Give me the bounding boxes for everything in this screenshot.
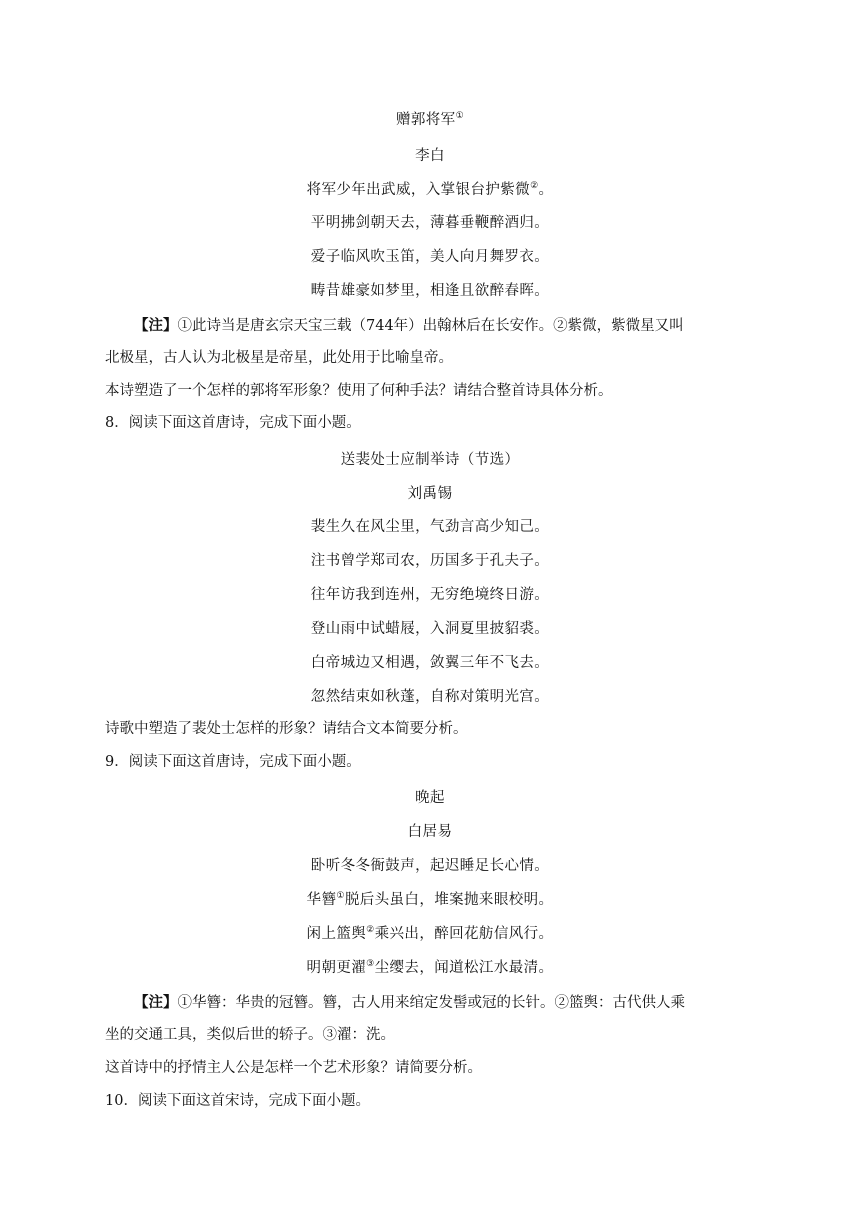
question-text: 这首诗中的抒情主人公是怎样一个艺术形象？请简要分析。: [105, 1060, 482, 1076]
poem-author: 刘禹锡: [407, 486, 453, 502]
poem-title: [0, 110, 860, 130]
question-text: 诗歌中塑造了裴处士怎样的形象？请结合文本简要分析。: [105, 721, 468, 737]
poem-line: 登山雨中试蜡屐，入洞夏里披貂裘。: [310, 621, 550, 637]
note-label: 【注】: [134, 317, 178, 334]
footnote-marker: ②: [366, 925, 375, 936]
footnote-marker: ②: [530, 181, 539, 192]
poem-line: 平明拂剑朝天去，薄暮垂鞭醉酒归。: [310, 215, 550, 231]
footnote-marker: ①: [336, 891, 345, 902]
poem-line-text: 明朝更濯: [306, 960, 367, 976]
poem-line: 畴昔雄豪如梦里，相逢且欲醉春晖。: [310, 283, 550, 299]
poem-line-text: 将军少年出武威，入掌银台护紫微: [306, 182, 531, 198]
question-heading: 8．阅读下面这首唐诗，完成下面小题。: [105, 415, 361, 431]
note-text: ①此诗当是唐玄宗天宝三载（744年）出翰林后在长安作。②紫微，紫微星又叫: [177, 318, 684, 334]
footnote-marker: ①: [455, 111, 465, 122]
note-paragraph: [134, 316, 684, 336]
poem-title: 送裴处士应制举诗（节选）: [340, 452, 520, 468]
poem-line: 爱子临风吹玉笛，美人向月舞罗衣。: [310, 249, 550, 265]
poem-title: 晚起: [415, 790, 445, 806]
poem-author: 白居易: [407, 824, 453, 840]
question-text: 本诗塑造了一个怎样的郭将军形象？使用了何种手法？请结合整首诗具体分析。: [105, 383, 613, 399]
note-text: 坐的交通工具，类似后世的轿子。③濯：洗。: [105, 1027, 395, 1043]
question-heading: 9．阅读下面这首唐诗，完成下面小题。: [105, 754, 361, 770]
poem-line-text: 。: [538, 182, 554, 198]
footnote-marker: ③: [366, 959, 375, 970]
poem-line: 忽然结束如秋蓬，自称对策明光宫。: [310, 689, 550, 705]
poem-line: 卧听冬冬衙鼓声，起迟睡足长心情。: [310, 858, 550, 874]
poem-line-text: 乘兴出，醉回花舫信风行。: [374, 926, 554, 942]
poem-line-text: 尘缨去，闻道松江水最清。: [374, 960, 554, 976]
note-text: ①华簪：华贵的冠簪。簪，古人用来绾定发髻或冠的长针。②篮舆：古代供人乘: [177, 995, 685, 1011]
poem-line-text: 脱后头虽白，堆案抛来眼校明。: [344, 892, 554, 908]
poem-line: [0, 180, 860, 200]
poem-line-text: 华簪: [306, 892, 337, 908]
poem-line: [0, 890, 860, 910]
poem-line-text: 闲上篮舆: [306, 926, 367, 942]
poem-line: 白帝城边又相遇，敛翼三年不飞去。: [310, 655, 550, 671]
note-text: 北极星，古人认为北极星是帝星，此处用于比喻皇帝。: [105, 350, 453, 366]
poem-line: 裴生久在风尘里，气劲言高少知己。: [310, 519, 550, 535]
poem-line: [0, 924, 860, 944]
poem-line: 注书曾学郑司农，历国多于孔夫子。: [310, 553, 550, 569]
note-label: 【注】: [134, 994, 178, 1011]
question-heading: 10．阅读下面这首宋诗，完成下面小题。: [105, 1093, 370, 1109]
poem-line: [0, 958, 860, 978]
note-paragraph: [134, 993, 685, 1013]
poem-title-text: 赠郭将军: [395, 112, 456, 128]
poem-line: 往年访我到连州，无穷绝境终日游。: [310, 587, 550, 603]
poem-author: 李白: [415, 148, 445, 164]
